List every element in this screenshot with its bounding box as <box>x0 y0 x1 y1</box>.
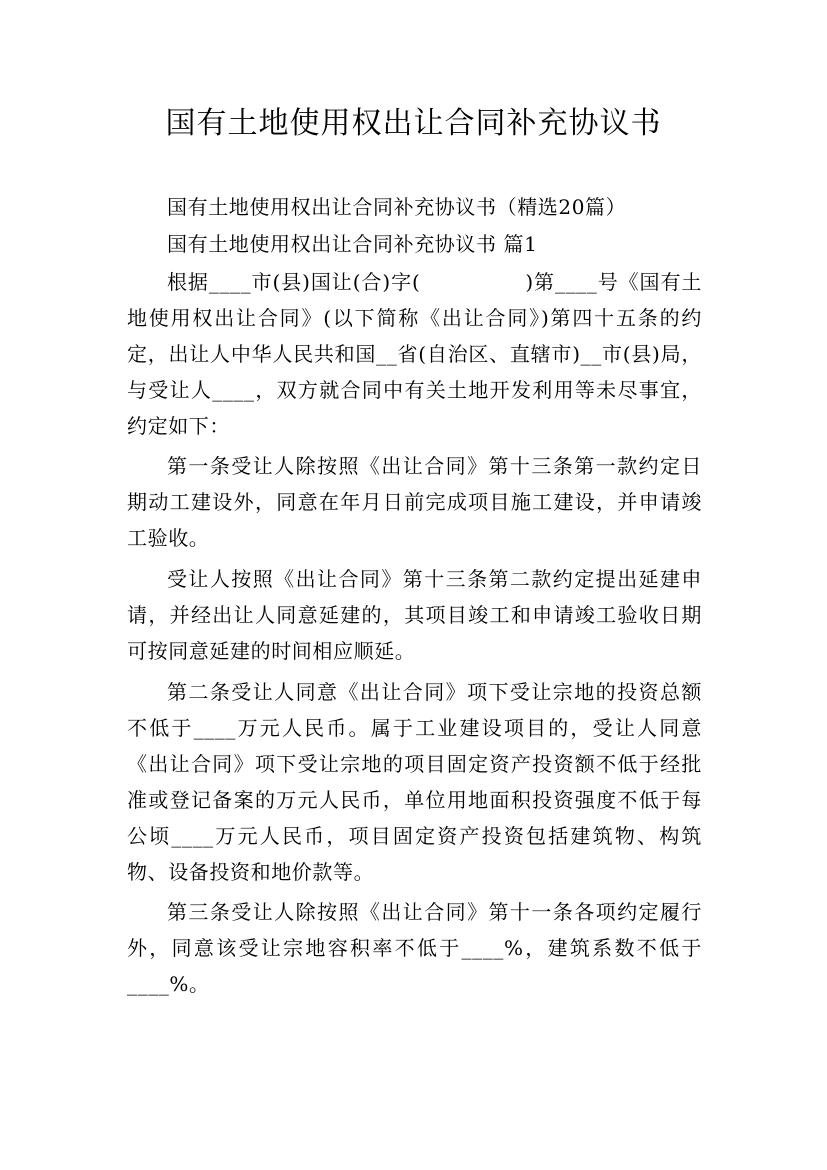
paragraph-article-2: 第二条受让人同意《出让合同》项下受让宗地的投资总额不低于____万元人民币。属于工业建设项目的，受让人同意《出让合同》项下受让宗地的项目固定资产投资额不低于经批准或登记备案的万元人民币，单位用地面积投资强度不低于每公顷____万元人民币，项目固定资产投资包括建筑物、构筑物、设备投资和地价款等。 <box>127 679 702 884</box>
paragraph-article-1: 第一条受让人除按照《出让合同》第十三条第一款约定日期动工建设外，同意在年月日前完成项目施工建设，并申请竣工验收。 <box>127 454 702 551</box>
paragraph-subtitle: 国有土地使用权出让合同补充协议书（精选20篇） <box>167 195 627 219</box>
paragraph-preamble: 根据____市(县)国让(合)字( )第____号《国有土地使用权出让合同》(以下简称《出让合同》)第四十五条的约定，出让人中华人民共和国__省(自治区、直辖市)__市(县)局，与受让人____，双方就合同中有关土地开发利用等未尽事宜，约定如下： <box>127 269 702 438</box>
document-title: 国有土地使用权出让合同补充协议书 <box>165 106 662 141</box>
paragraph-section-heading: 国有土地使用权出让合同补充协议书 篇1 <box>167 232 538 257</box>
paragraph-article-1-extension: 受让人按照《出让合同》第十三条第二款约定提出延建申请，并经出让人同意延建的，其项目竣工和申请竣工验收日期可按同意延建的时间相应顺延。 <box>127 566 702 663</box>
document-body <box>127 189 702 1007</box>
paragraph-article-3: 第三条受让人除按照《出让合同》第十一条各项约定履行外，同意该受让宗地容积率不低于____%，建筑系数不低于____%。 <box>127 900 702 997</box>
